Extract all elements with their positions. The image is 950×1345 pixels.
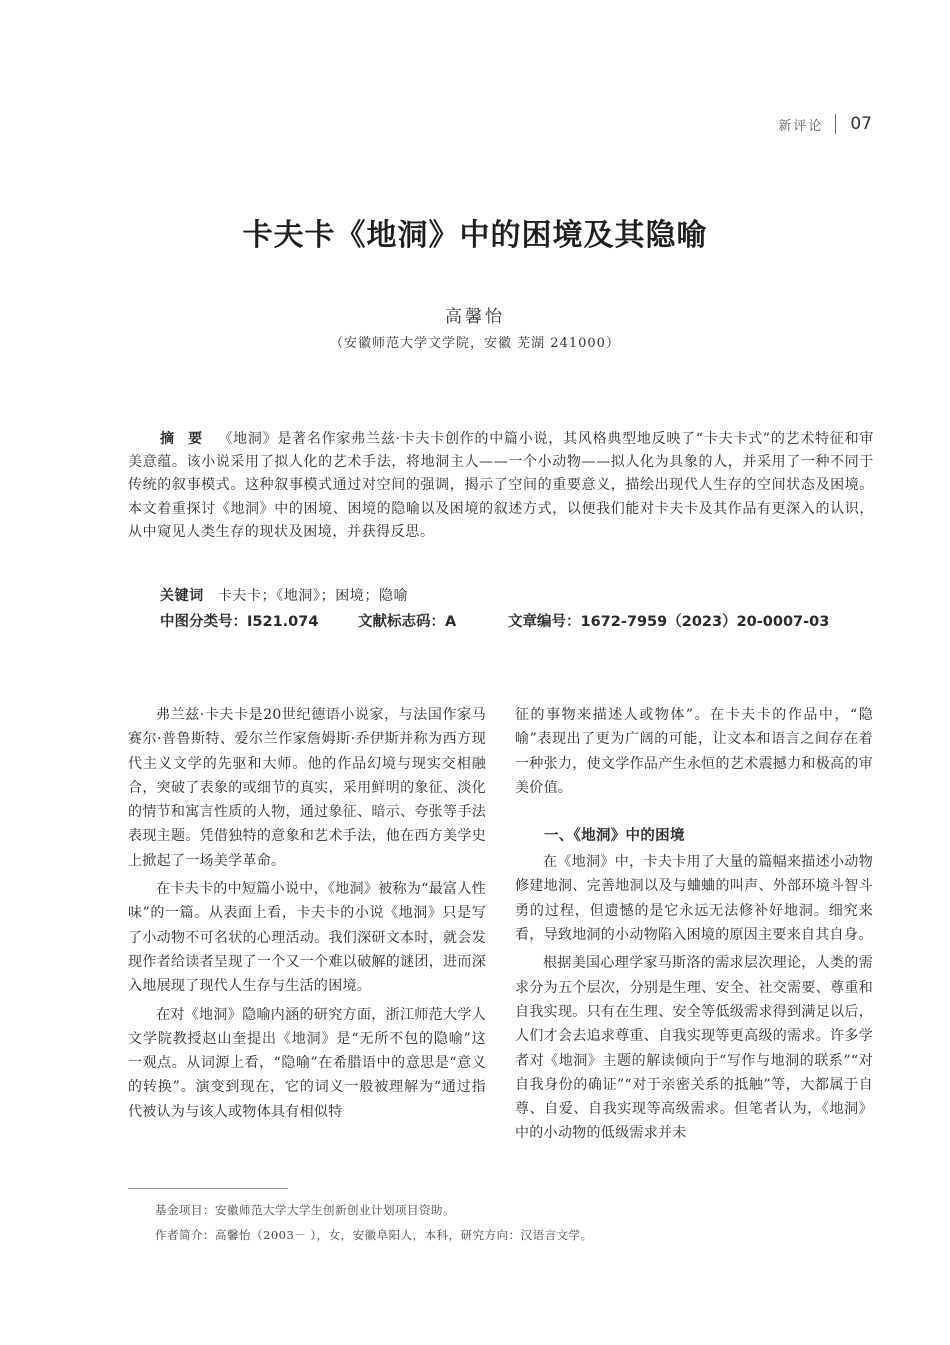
fund-note: 基金项目：安徽师范大学大学生创新创业计划项目资助。: [155, 1203, 455, 1217]
keywords-text: 卡夫卡；《地洞》；困境；隐喻: [217, 588, 409, 604]
body-paragraph: 弗兰兹·卡夫卡是20世纪德语小说家，与法国作家马赛尔·普鲁斯特、爱尔兰作家詹姆斯·乔伊斯并称为西方现代主义文学的先驱和大师。他的作品幻境与现实交相融合，突破了表象的或细节的真实，采用鲜明的象征、淡化的情节和寓言性质的人物，通过象征、暗示、夸张等手法表现主题。凭借独特的意象和艺术手法，他在西方美学史上掀起了一场美学革命。: [128, 707, 486, 869]
classification-line: [160, 610, 829, 631]
keywords: [160, 585, 408, 605]
page-number: 07: [850, 114, 872, 134]
author-name: 高馨怡: [445, 307, 505, 327]
footnote-rule: [128, 1188, 288, 1189]
article-number: 文章编号：1672-7959（2023）20-0007-03: [508, 614, 830, 630]
body-paragraph: 根据美国心理学家马斯洛的需求层次理论，人类的需求分为五个层次，分别是生理、安全、社交需要、尊重和自我实现。只有在生理、安全等低级需求得到满足以后，人们才会去追求尊重、自我实现等更高级的需求。许多学者对《地洞》主题的解读倾向于“写作与地洞的联系”“对自我身份的确证”“对于亲密关系的抵触”等，大都属于自尊、自爱、自我实现等高级需求。但笔者认为，《地洞》中的小动物的低级需求并未: [515, 955, 873, 1142]
body-right-column: [515, 703, 873, 1150]
author-bio-note: 作者简介：高馨怡（2003－ ），女，安徽阜阳人，本科，研究方向：汉语言文学。: [155, 1228, 593, 1242]
journal-section: 新评论: [778, 118, 824, 134]
body-paragraph: 在《地洞》中，卡夫卡用了大量的篇幅来描述小动物修建地洞、完善地洞以及与蛐蛐的叫声、外部环境斗智斗勇的过程，但遗憾的是它永远无法修补好地洞。细究来看，导致地洞的小动物陷入困境的原因主要来自其自身。: [515, 854, 873, 944]
abstract: [128, 428, 874, 544]
running-header: [778, 112, 872, 136]
abstract-label: 摘要: [160, 431, 217, 447]
section-heading: 一、《地洞》中的困境: [544, 828, 685, 845]
footnotes: [155, 1198, 593, 1248]
body-paragraph: 在卡夫卡的中短篇小说中，《地洞》被称为“最富人性味”的一篇。从表面上看，卡夫卡的小说《地洞》只是写了小动物不可名状的心理活动。我们深研文本时，就会发现作者给读者呈现了一个又一个难以破解的谜团，进而深入地展现了现代人生存与生活的困境。: [128, 881, 486, 995]
document-code: 文献标志码：A: [358, 614, 457, 630]
author-affiliation: （安徽师范大学文学院，安徽 芜湖 241000）: [330, 336, 620, 351]
body-paragraph: 在对《地洞》隐喻内涵的研究方面，浙江师范大学人文学院教授赵山奎提出《地洞》是“无所不包的隐喻”这一观点。从词源上看，“隐喻”在希腊语中的意思是“意义的转换”。演变到现在，它的词义一般被理解为“通过指代被认为与该人或物体具有相似特: [128, 1006, 486, 1120]
body-paragraph-continued: 征的事物来描述人或物体”。在卡夫卡的作品中，“隐喻”表现出了更为广阔的可能，让文本和语言之间存在着一种张力，使文学作品产生永恒的艺术震撼力和极高的审美价值。: [515, 707, 873, 796]
abstract-text: 《地洞》是著名作家弗兰兹·卡夫卡创作的中篇小说，其风格典型地反映了“卡夫卡式”的艺术特征和审美意蕴。该小说采用了拟人化的艺术手法，将地洞主人——一个小动物——拟人化为具象的人，并采用了一种不同于传统的叙事模式。这种叙事模式通过对空间的强调，揭示了空间的重要意义，描绘出现代人生存的空间状态及困境。本文着重探讨《地洞》中的困境、困境的隐喻以及困境的叙述方式，以便我们能对卡夫卡及其作品有更深入的认识，从中窥见人类生存的现状及困境，并获得反思。: [128, 431, 874, 540]
article-title: 卡夫卡《地洞》中的困境及其隐喻: [242, 218, 708, 253]
clc-number: 中图分类号：I521.074: [160, 614, 319, 630]
body-left-column: [128, 703, 486, 1128]
keywords-label: 关键词: [160, 588, 204, 604]
header-divider: [835, 114, 836, 134]
